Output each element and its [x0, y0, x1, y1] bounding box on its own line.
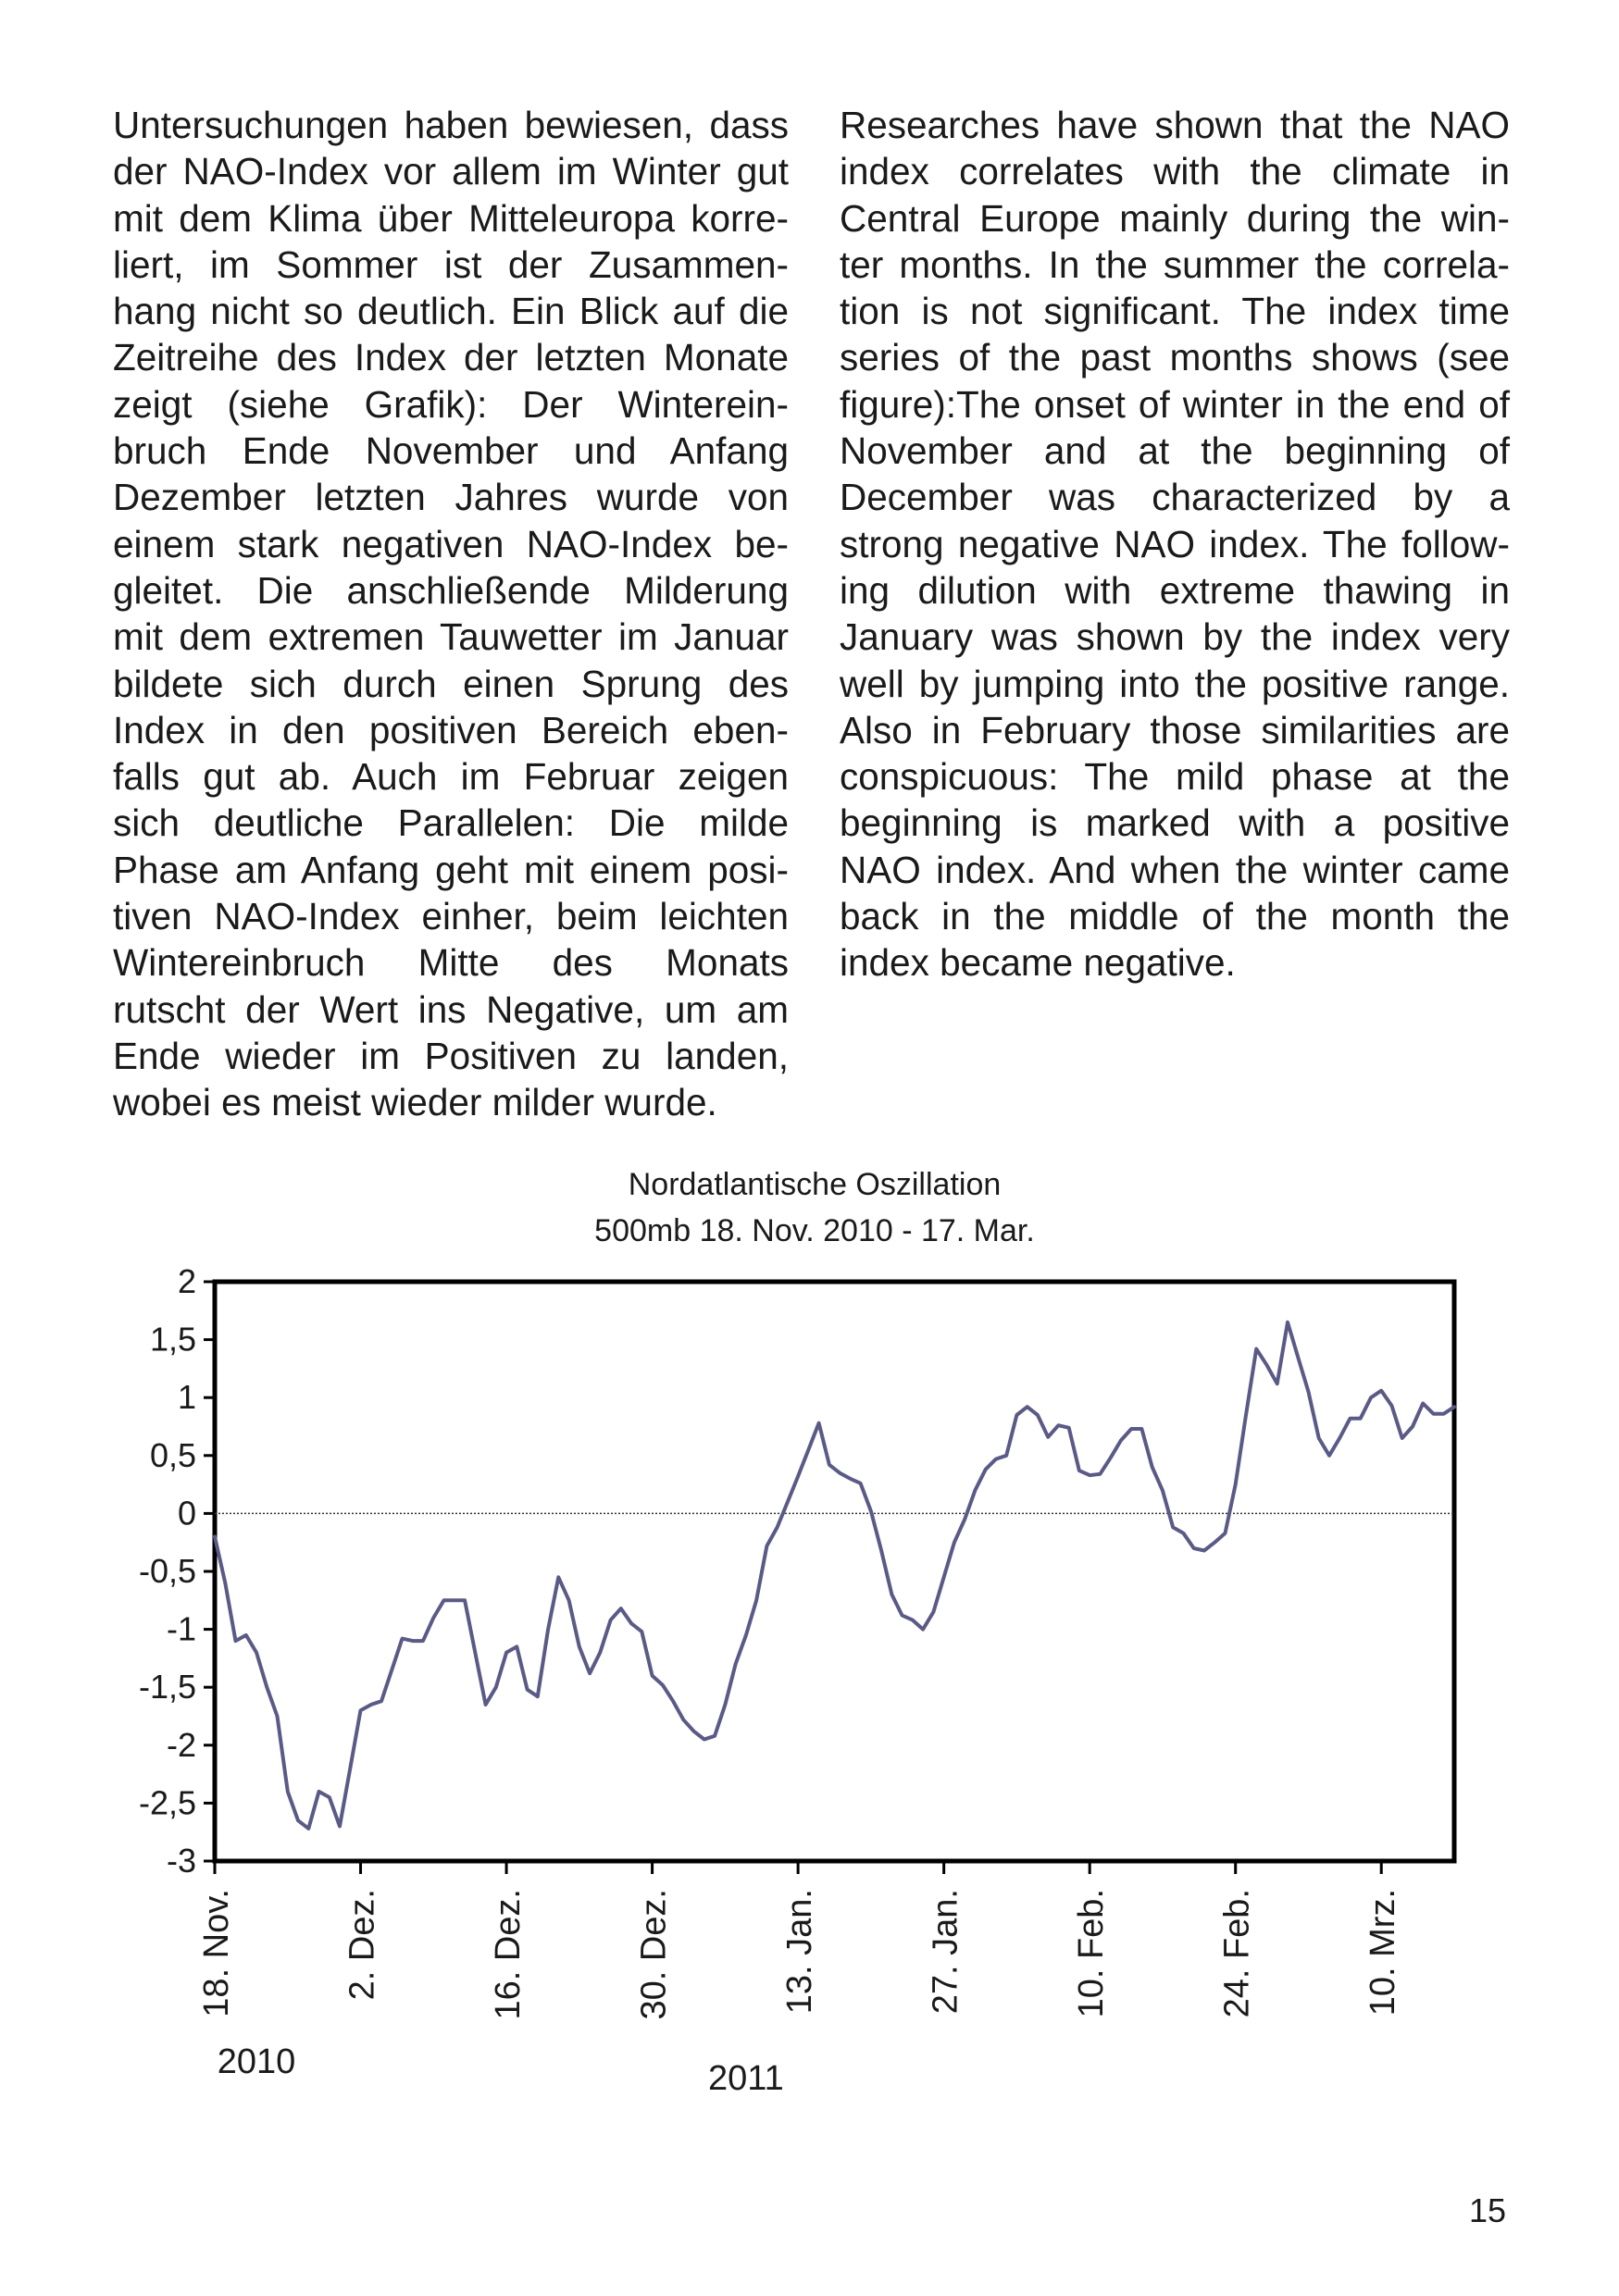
german-text-line: Wintereinbruch Mitte des Monats [113, 941, 789, 985]
german-text-line: hang nicht so deutlich. Ein Blick auf die [113, 290, 789, 333]
y-tick-label: -3 [166, 1842, 196, 1880]
english-text-line: index became negative. [840, 941, 1236, 985]
german-text-line: Dezember letzten Jahres wurde von [113, 476, 789, 519]
x-tick-label: 18. Nov. [197, 1889, 236, 2017]
german-text-line: rutscht der Wert ins Negative, um am [113, 987, 789, 1031]
nao-index-line [215, 1322, 1454, 1829]
english-text-line: ter months. In the summer the correla- [840, 242, 1510, 286]
y-tick-label: -2 [166, 1725, 196, 1764]
x-tick-label: 10. Feb. [1072, 1889, 1112, 2018]
english-text-line: strong negative NAO index. The follow- [840, 522, 1510, 565]
german-text-line: Phase am Anfang geht mit einem posi- [113, 848, 789, 891]
german-text-line: falls gut ab. Auch im Februar zeigen [113, 755, 789, 799]
y-tick-label: 2 [177, 1262, 196, 1300]
english-text-line: ing dilution with extreme thawing in [840, 568, 1510, 612]
english-text-line: figure):The onset of winter in the end of [840, 382, 1510, 426]
year-label: 2011 [707, 2059, 784, 2098]
english-text-line: December was characterized by a [840, 476, 1510, 519]
german-text-line: mit dem Klima über Mitteleuropa korre- [113, 196, 789, 240]
english-text-line: November and at the beginning of [840, 429, 1510, 473]
chart-title-line-2: 500mb 18. Nov. 2010 - 17. Mar. [594, 1213, 1035, 1248]
german-text-line: liert, im Sommer ist der Zusammen- [113, 242, 789, 286]
english-text-line: Also in February those similarities are [840, 708, 1510, 751]
german-text-line: mit dem extremen Tauwetter im Januar [113, 615, 789, 659]
german-text-line: Index in den positiven Bereich eben- [113, 708, 789, 751]
english-text-line: beginning is marked with a positive [840, 801, 1510, 845]
y-tick-label: -1 [166, 1609, 196, 1648]
english-text-line: Central Europe mainly during the win- [840, 196, 1510, 240]
german-text-line: Untersuchungen haben bewiesen, dass [113, 104, 789, 146]
english-text-line: index correlates with the climate in [840, 150, 1510, 193]
english-text-line: January was shown by the index very [840, 615, 1510, 659]
x-tick-label: 16. Dez. [489, 1889, 529, 2020]
english-text-line: tion is not significant. The index time [840, 290, 1510, 333]
german-text-line: einem stark negativen NAO-Index be- [113, 522, 789, 565]
german-text-line: wobei es meist wieder milder wurde. [113, 1081, 717, 1124]
y-tick-label: 1 [177, 1378, 196, 1417]
german-text-line: zeigt (siehe Grafik): Der Winterein- [113, 382, 789, 426]
german-text-line: sich deutliche Parallelen: Die milde [113, 801, 789, 845]
english-text-line: NAO index. And when the winter came [840, 848, 1510, 891]
english-text-line: conspicuous: The mild phase at the [840, 755, 1510, 799]
english-text-line: back in the middle of the month the [840, 895, 1510, 938]
german-text-line: Ende wieder im Positiven zu landen, [113, 1034, 789, 1077]
german-text-line: gleitet. Die anschließende Milderung [113, 568, 789, 612]
english-text-line: series of the past months shows (see [840, 336, 1510, 379]
year-label: 2010 [217, 2042, 296, 2081]
page-number: 15 [1468, 2191, 1506, 2229]
x-tick-label: 10. Mrz. [1364, 1889, 1403, 2017]
german-text-line: Zeitreihe des Index der letzten Monate [113, 336, 789, 379]
german-text-line: bildete sich durch einen Sprung des [113, 662, 789, 705]
y-tick-label: -2,5 [138, 1783, 196, 1822]
y-tick-label: 1,5 [149, 1320, 196, 1359]
y-tick-label: 0,5 [149, 1435, 196, 1474]
x-tick-label: 13. Jan. [780, 1889, 820, 2015]
english-text-line: Researches have shown that the NAO [840, 104, 1510, 146]
y-tick-label: -0,5 [138, 1552, 196, 1590]
german-text-line: tiven NAO-Index einher, beim leichten [113, 895, 789, 938]
german-text-line: bruch Ende November und Anfang [113, 429, 789, 473]
x-tick-label: 27. Jan. [926, 1889, 965, 2015]
y-tick-label: -1,5 [138, 1668, 196, 1706]
english-text-line: well by jumping into the positive range. [840, 662, 1510, 705]
y-tick-label: 0 [177, 1494, 196, 1533]
x-tick-label: 30. Dez. [634, 1889, 674, 2020]
x-tick-label: 2. Dez. [342, 1889, 382, 2001]
chart-title-line-1: Nordatlantische Oszillation [628, 1167, 1002, 1202]
x-tick-label: 24. Feb. [1217, 1889, 1257, 2018]
german-text-line: der NAO-Index vor allem im Winter gut [113, 150, 789, 193]
